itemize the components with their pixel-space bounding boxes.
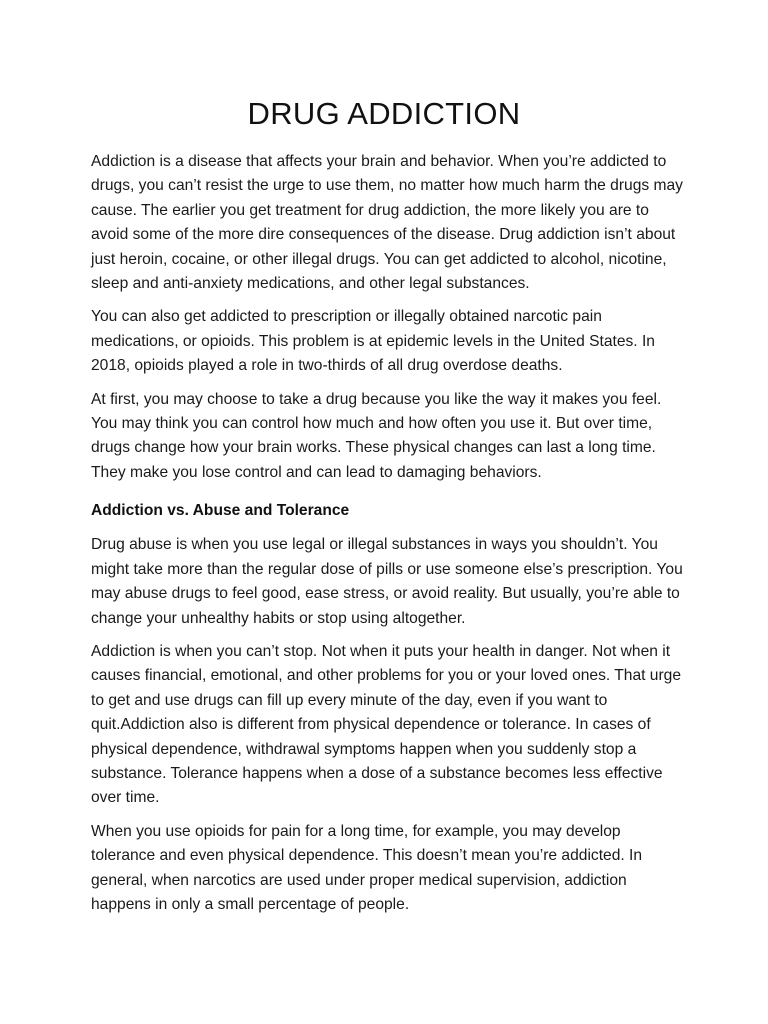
section-heading: Addiction vs. Abuse and Tolerance <box>91 502 350 520</box>
intro-paragraph-2: You can also get addicted to prescription or illegally obtained narcotic pain medications, or opioids. This problem is at epidemic levels in the United States. In 2018, opioids played a role in two-thirds of all drug overdose deaths. <box>91 308 655 375</box>
section-paragraph-1: Drug abuse is when you use legal or illegal substances in ways you shouldn’t. You might take more than the regular dose of pills or use someone else’s prescription. You may abuse drugs to feel good, ease stress, or avoid reality. But usually, you’re able to change your unhealthy habits or stop using altogether. <box>91 536 683 627</box>
document-body <box>91 150 683 926</box>
section-paragraph-3: When you use opioids for pain for a long time, for example, you may develop tolerance and even physical dependence. This doesn’t mean you’re addicted. In general, when narcotics are used under proper medical supervision, addiction happens in only a small percentage of people. <box>91 822 643 913</box>
section-paragraph-2: Addiction is when you can’t stop. Not when it puts your health in danger. Not when it causes financial, emotional, and other problems for you or your loved ones. That urge to get and use drugs can fill up every minute of the day, even if you want to quit.Addiction also is different from physical dependence or tolerance. In cases of physical dependence, withdrawal symptoms happen when you suddenly stop a substance. Tolerance happens when a dose of a substance becomes less effective over time. <box>91 642 682 807</box>
intro-paragraph-3: At first, you may choose to take a drug because you like the way it makes you feel. You may think you can control how much and how often you use it. But over time, drugs change how your brain works. These physical changes can last a long time. They make you lose control and can lead to damaging behaviors. <box>91 390 662 481</box>
intro-paragraph-1: Addiction is a disease that affects your brain and behavior. When you’re addicted to drugs, you can’t resist the urge to use them, no matter how much harm the drugs may cause. The earlier you get treatment for drug addiction, the more likely you are to avoid some of the more dire consequences of the disease. Drug addiction isn’t about just heroin, cocaine, or other illegal drugs. You can get addicted to alcohol, nicotine, sleep and anti-anxiety medications, and other legal substances. <box>91 153 683 293</box>
document-title: DRUG ADDICTION <box>247 96 521 131</box>
